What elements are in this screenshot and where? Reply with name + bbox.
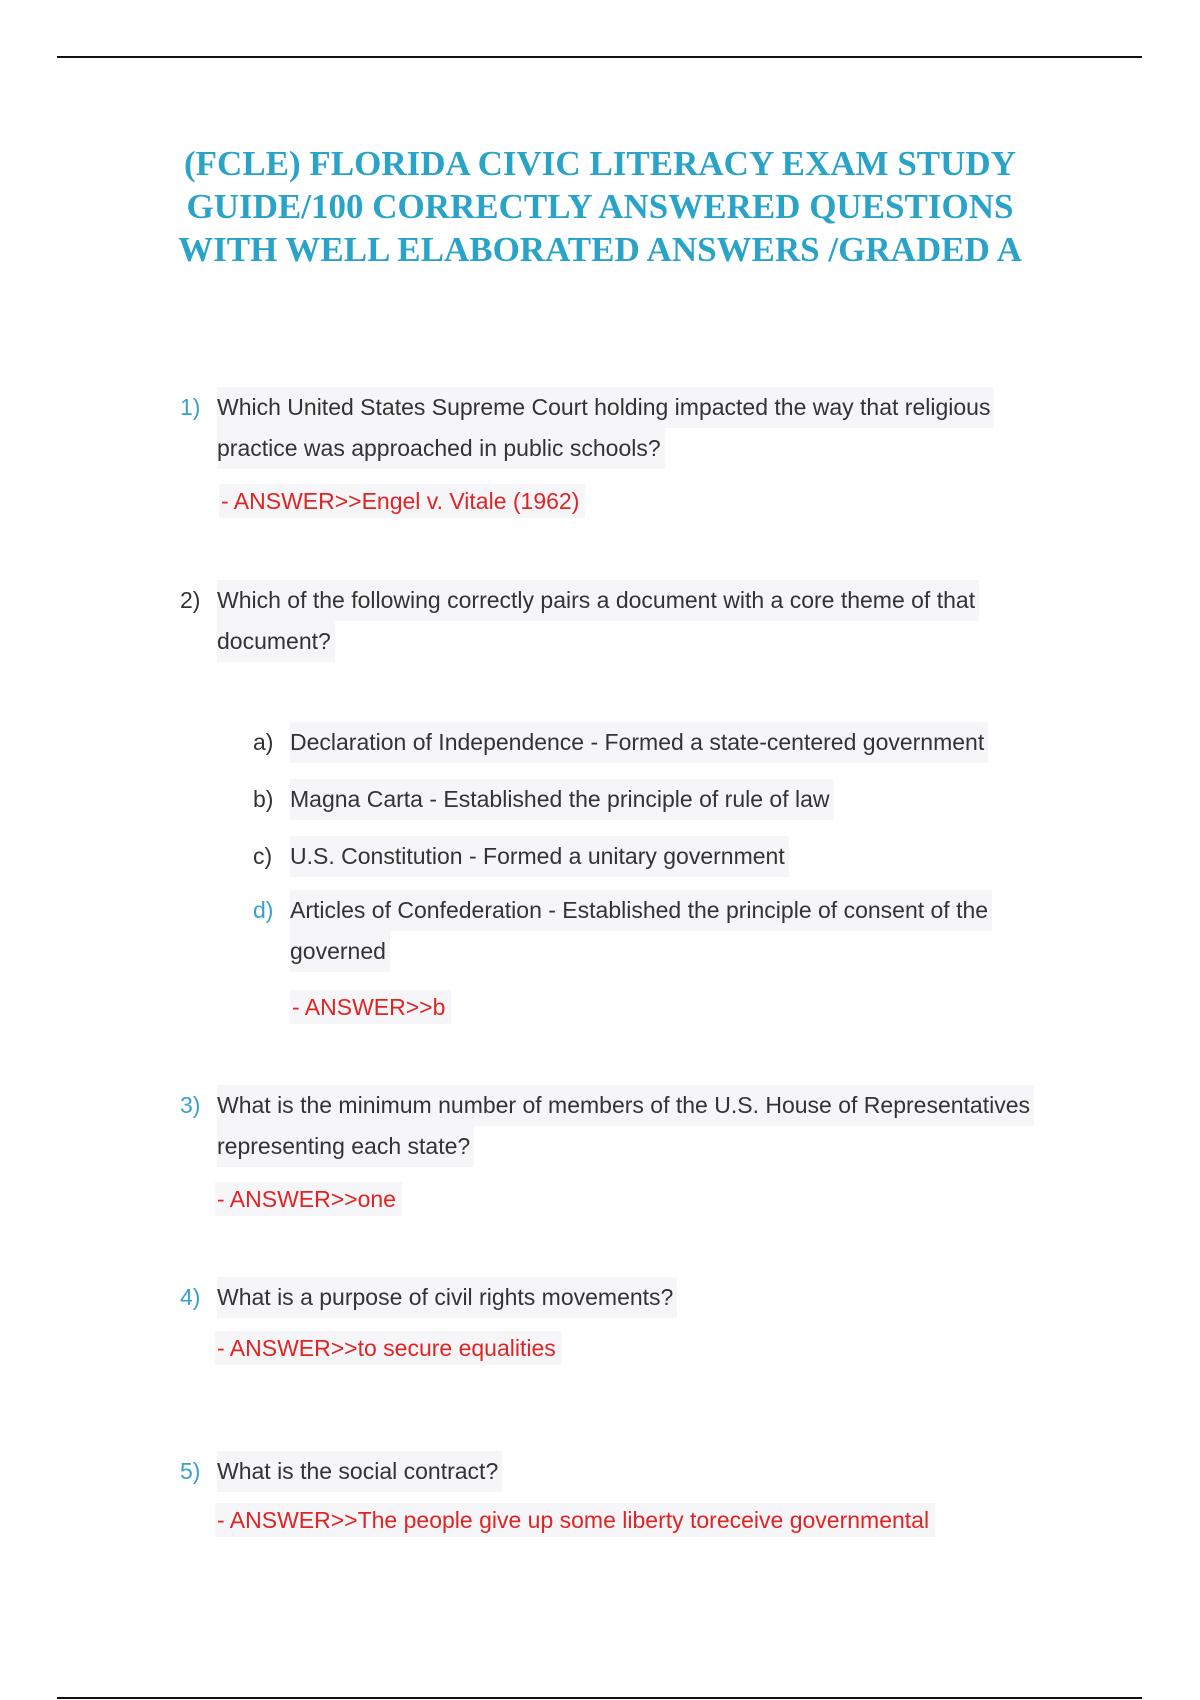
option-letter: a)	[253, 729, 274, 755]
question-number: 2)	[180, 587, 201, 613]
answer-4: - ANSWER>>to secure equalities	[215, 1331, 562, 1365]
option-text-continued: governed	[290, 931, 390, 972]
option-letter: d)	[253, 897, 274, 923]
question-number: 1)	[180, 394, 201, 420]
option-letter: c)	[253, 843, 273, 869]
question-text-line: representing each state?	[217, 1126, 474, 1167]
footer-rule	[57, 1697, 1142, 1699]
title-line-2: GUIDE/100 CORRECTLY ANSWERED QUESTIONS	[186, 187, 1014, 226]
question-number: 4)	[180, 1284, 201, 1310]
question-text-line: What is the minimum number of members of the U.S. House of Representatives	[217, 1085, 1034, 1126]
question-number: 5)	[180, 1458, 201, 1484]
title-line-3: WITH WELL ELABORATED ANSWERS /GRADED A	[178, 230, 1022, 269]
question-text-line: practice was approached in public schools?	[217, 428, 665, 469]
answer-1: - ANSWER>>Engel v. Vitale (1962)	[219, 484, 585, 518]
option-text: U.S. Constitution - Formed a unitary government	[290, 836, 789, 877]
answer-5: - ANSWER>>The people give up some liberty toreceive governmental	[215, 1503, 935, 1537]
option-letter: b)	[253, 786, 274, 812]
question-text-line: Which United States Supreme Court holding impacted the way that religious	[217, 387, 994, 428]
title-line-1: (FCLE) FLORIDA CIVIC LITERACY EXAM STUDY	[184, 144, 1016, 183]
option-text: Magna Carta - Established the principle of rule of law	[290, 779, 834, 820]
answer-3: - ANSWER>>one	[215, 1182, 402, 1216]
option-text: Declaration of Independence - Formed a state-centered government	[290, 722, 988, 763]
document-title	[100, 142, 1100, 271]
question-text-line: document?	[217, 621, 335, 662]
answer-2: - ANSWER>>b	[290, 990, 451, 1024]
question-text-line: Which of the following correctly pairs a document with a core theme of that	[217, 580, 979, 621]
question-text-line: What is a purpose of civil rights movements?	[217, 1277, 677, 1318]
question-text-line: What is the social contract?	[217, 1451, 502, 1492]
question-number: 3)	[180, 1092, 201, 1118]
option-text: Articles of Confederation - Established the principle of consent of the	[290, 890, 992, 931]
header-rule	[57, 56, 1142, 58]
